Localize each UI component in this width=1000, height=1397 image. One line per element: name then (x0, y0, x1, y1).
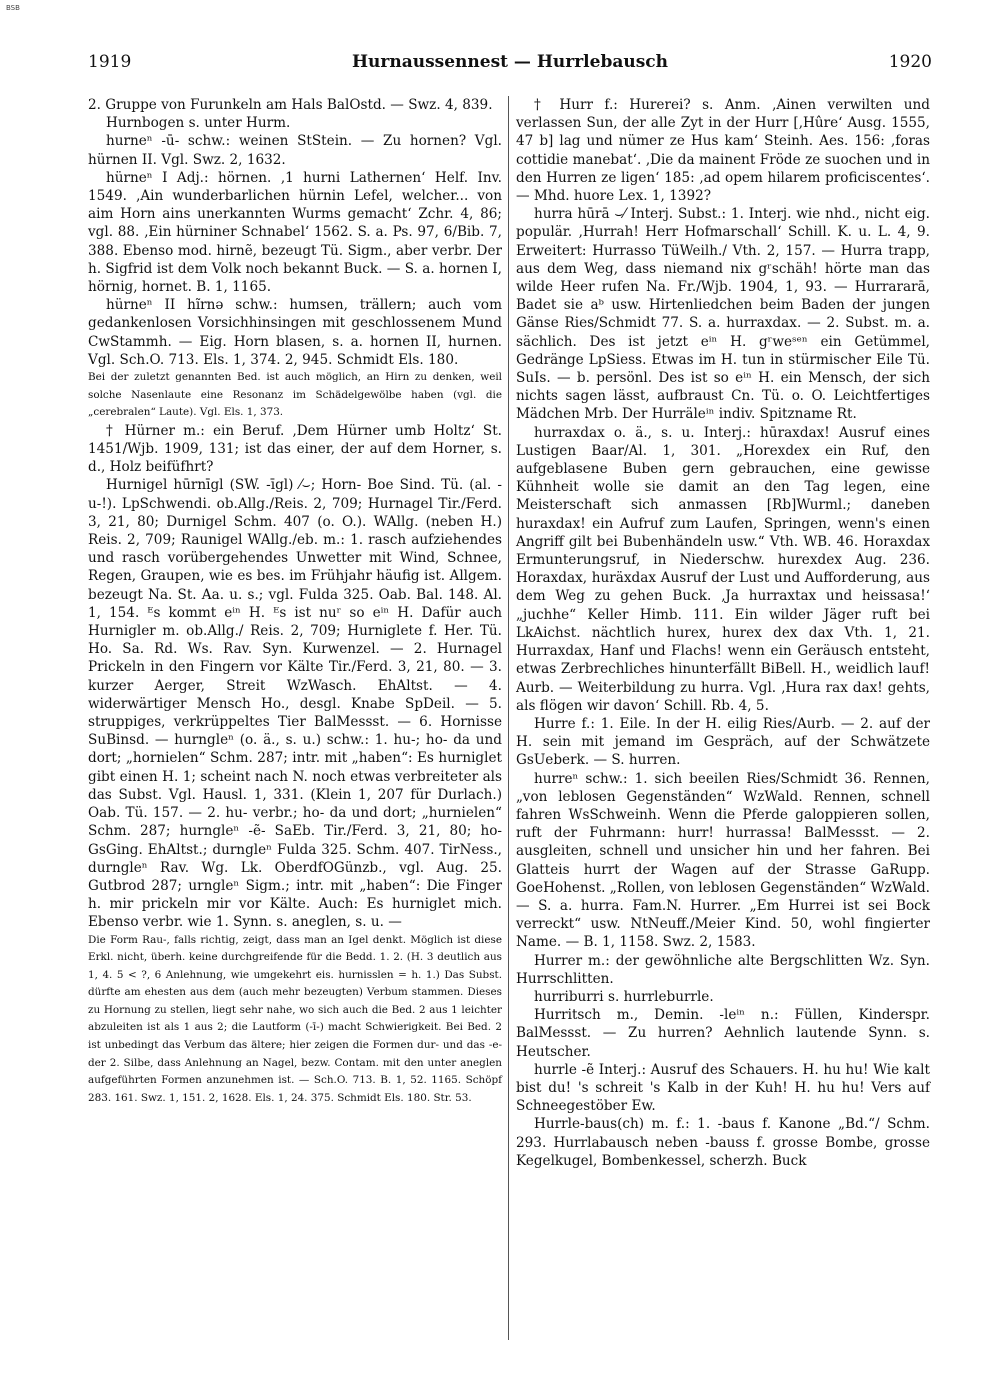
entry-paragraph: hürneⁿ I Adj.: hörnen. ‚1 hurni Lathernen‘ Helf. Inv. 1549. ‚Ain wunderbarlichen hürnin Lefel, welcher... von aim Horn ains unerkannten Wurms gemacht‘ Zchr. 4, 86; vgl. 88. ‚Ein hürniner Schnabel‘ 1562. S. a. Ps. 97, 6/Bib. 7, 388. Ebenso mod. hirnẽ, bezeugt Tü. Sigm., aber verbr. Der h. Sigfrid ist dem Volk noch bekannt Buck. — S. a. hornen I, hörnig, hornet. B. 1, 1165. (88, 169, 502, 296)
entry-paragraph: Hurritsch m., Demin. -leⁱⁿ n.: Füllen, Kinderspr. BalMessst. — Zu hurren? Aehnlich lautende Synn. s. Heutscher. (516, 1007, 930, 1060)
entry-paragraph: hürneⁿ II hĩrnə schw.: humsen, trällern; auch vom gedankenlosen Vorsichhinsingen mit geschlossenem Mund CwStammh. — Eig. Horn blasen, s. a. hornen II, hurnen. Vgl. Sch.O. 713. Els. 1, 374. 2, 945. Schmidt Els. 180. (88, 297, 502, 368)
entry-paragraph: 2. Gruppe von Furunkeln am Hals BalOstd. — Swz. 4, 839. (88, 97, 493, 113)
entry-paragraph: hurrle -ẽ Interj.: Ausruf des Schauers. H. hu hu! Wie kalt bist du! 's schreit 's Kalb in der Kuh! H. hu hu! Vers auf Schneegestöber Ew. (516, 1061, 930, 1115)
entry-paragraph: hurriburri s. hurrleburrle. (534, 988, 714, 1005)
right-column (516, 96, 930, 1170)
entry-paragraph: hurra hūrā ⌣⁄ Interj. Subst.: 1. Interj. wie nhd., nicht eig. populär. ‚Hurrah! Herr Hofmarschall‘ Schill. K. u. L. 4, 9. Erweitert: Hurrasso TüWeilh./ Vth. 2, 157. — Hurra trapp, aus dem Weg, dass niemand nix gʳschäh! hörte man das wilde Heer rufen Na. Fr./Wjb. 1904, 1, 93. — Hurrararā, Badet sie aᵇ usw. Hirtenliedchen beim Baden der jungen Gänse Ries/Schmidt 77. S. a. hurraxdax. — 2. Subst. m. a. sächlich. Des ist jetzt eⁱⁿ H. gʳweˢᵉⁿ ein Getümmel, Gedränge LpSiess. Etwas im H. tun in stürmischer Eile Tü. SuIs. — b. persönl. Des ist so eⁱⁿ H. ein Mensch, der sich nichts sagen lässt, aufbraust Cn. Tü. o. O. Leichtfertiges Mädchen Mrb. Der Hurräleⁱⁿ indiv. Spitzname Rt. (516, 206, 930, 423)
note-paragraph: Die Form Rau-, falls richtig, zeigt, dass man an Igel denkt. Möglich ist diese Erkl. nicht, überh. keine durchgreifende für die Bedd. 1. 2. (H. 3 deutlich aus 1, 4. 5 < ?, 6 Anlehnung, wie umgekehrt eis. hurnisslen = h. 1.) Das Subst. dürfte am ehesten aus dem (auch mehr bezeugten) Verbum stammen. Dieses zu Hornung zu stellen, liegt sehr nahe, wo sich auch die Bed. 2 aus 1 leichter abzuleiten ist als 1 aus 2; die Lautform (-ī-) macht Schwierigkeit. Bei Bed. 2 ist unbedingt das Verbum das ältere; hier zeigen die Formen dur- und das -e- der 2. Silbe, dass Anlehnung an Nagel, bezw. Contam. mit den unter aneglen aufgeführten Formen anzunehmen ist. — Sch.O. 713. B. 1, 52. 1165. Schöpf 283. 161. Swz. 1, 151. 2, 1628. Els. 1, 24. 375. Schmidt Els. 180. Str. 53. (88, 933, 502, 1104)
left-column (88, 96, 502, 1107)
entry-paragraph: Hurnigel hūrnīgl (SW. -īgl) ⁄⌣; Horn- Boe Sind. Tü. (al. -u-!). LpSchwendi. ob.Allg./Reis. 2, 709; Hurnagel Tir./Ferd. 3, 21, 80; Durnigel Schm. 407 (o. O.). WAllg. (neben H.) Reis. 2, 709; Raunigel WAllg./eb. m.: 1. rasch aufziehendes und rasch vorübergehendes Unwetter mit Wind, Schnee, Regen, Graupen, wie es bes. im Frühjahr häufig ist. Allgem. bezeugt Na. St. Aa. u. s.; vgl. Fulda 325. Oab. Bal. 148. Al. 1, 154. ᴱs kommt eⁱⁿ H. ᴱs ist nuʳ so eⁱⁿ H. Dafür auch Hurnigler m. ob.Allg./ Reis. 2, 709; Hurniglete f. Her. Tü. Ho. Sa. Rd. Ws. Rav. Syn. Kurwenzel. — 2. Hurnagel Prickeln in den Fingern vor Kälte Tir./Ferd. 3, 21, 80. — 3. kurzer Aerger, Streit WzWasch. EhAltst. — 4. widerwärtiger Mensch Ho., desgl. Knabe SpDeil. — 5. struppiges, verkrüppeltes Tier BalMessst. — 6. Hornisse SuBinsd. — hurngleⁿ (o. ä., s. u.) schw.: 1. hu-; ho- da und dort; „hornielen“ Schm. 287; intr. mit „haben“: Es hurniglet gibt einen H. 1; scheint nach N. noch etwas verbreiteter als das Subst. Vgl. Hausl. 1, 331. (Klein 1, 207 für Durlach.) Oab. Tü. 157. — 2. hu- verbr.; ho- da und dort; „hurnielen“ Schm. 287; hurngleⁿ -ẽ- SaEb. Tir./Ferd. 3, 21, 80; ho- GsGing. EhAltst.; durngleⁿ Fulda 325. Schm. 407. TirNess., durngleⁿ Rav. Wg. Lk. OberdfOGünzb., vgl. Aug. 25. Gutbrod 287; urngleⁿ Sigm.; intr. mit „haben“: Die Finger h. mir prickeln mir vor Kälte. Auch: Es hurniglet mich. Ebenso verbr. wie 1. Synn. s. aneglen, s. u. — (88, 477, 502, 931)
column-divider (508, 96, 509, 1340)
entry-paragraph: hurneⁿ -ū- schw.: weinen StStein. — Zu hornen? Vgl. hürnen II. Vgl. Swz. 2, 1632. (88, 133, 502, 168)
entry-paragraph: † Hürner m.: ein Beruf. ‚Dem Hürner umb Holtz‘ St. 1451/Wjb. 1909, 131; ist das einer, der auf dem Horner, s. d., Holz beifüfhrt? (88, 422, 502, 476)
entry-paragraph: hurreⁿ schw.: 1. sich beeilen Ries/Schmidt 36. Rennen, „von leblosen Gegenständen“ WzWald. Rennen, schnell fahren WsSchweinh. Wenn die Pferde galoppieren sollen, ruft der Fuhrmann: hurr! hurrassa! BalMessst. — 2. ausgleiten, schnell und unsicher hin und her fahren. Bei Glatteis hurrt der Wagen auf der Strasse GaRupp. GoeHohenst. „Rollen, von leblosen Gegenständen“ WzWald. — S. a. hurra. Fam.N. Hurrer. „Em Hurrei ist sei Bock verreckt“ usw. NtNeuff./Meier Kind. 50, wohl fingierter Name. — B. 1, 1158. Swz. 2, 1583. (516, 770, 930, 951)
entry-paragraph: † Hurr f.: Hurerei? s. Anm. ‚Ainen verwilten und verlassen Sun, der alle Zyt in der Hurr [‚Hûre‘ Ausg. 1555, 47 b] lag und nümer ze Hus kam‘ Steinh. Aes. 156: ‚foras cottidie manebat‘. ‚Die da mainent Fröde ze suochen und in den Hurren ze ligen‘ 185: ‚ad opem hilarem proficiscentes‘. — Mhd. huore Lex. 1, 1392? (516, 97, 930, 205)
running-head (88, 52, 932, 76)
page-number-left: 1919 (88, 52, 132, 72)
library-mark: BSB (6, 4, 20, 12)
entry-paragraph: Hurre f.: 1. Eile. In der H. eilig Ries/Aurb. — 2. auf der H. sein mit jemand im Gespräch, auf der Schwätzete GsUeberk. — S. hurren. (516, 715, 930, 769)
page-title: Hurnaussennest — Hurrlebausch (351, 52, 669, 72)
entry-paragraph: hurraxdax o. ä., s. u. Interj.: hūraxdax! Ausruf eines Lustigen Baar/Al. 1, 301. „Horexdex ein Ruf, den aufgeblasene Buben gern gebrauchen, eine gewisse Kühnheit wolle sie damit an den Tag legen, eine Meisterschaft sich anmassen [Rb]Wurml.; daneben huraxdax! ein Aufruf zum Laufen, Springen, wenn's einen Angriff gilt bei Bubenhändeln usw.“ Vth. WB. 46. Horaxdax Ermunterungsruf, in Niederschw. hurexdex Aug. 236. Horaxdax, huräxdax Ausruf der Lust und Aufforderung, aus dem Weg zu gehen Buck. ‚Ja hurraxtax und heissasa!‘ „juchhe“ Keller Himb. 111. Ein wilder Jäger ruft bei LkAichst. nächtlich hurex, hurex dex dax Vth. 1, 21. Hurraxdax, Hanf und Flachs! wenn ein Geräusch entsteht, etwas Zerbrechliches hinunterfällt BiBell. H., weidlich lauf! Aurb. — Weiterbildung zu hurra. Vgl. ‚Hura rax dax! gehts, als flögen wir davon‘ Schill. Rb. 4, 5. (516, 424, 930, 714)
entry-paragraph: Hurnbogen s. unter Hurm. (106, 115, 291, 132)
note-paragraph: Bei der zuletzt genannten Bed. ist auch möglich, an Hirn zu denken, weil solche Nasenlaute eine Resonanz im Schädelgewölbe haben (vgl. die „cerebralen“ Laute). Vgl. Els. 1, 373. (88, 371, 502, 419)
entry-paragraph: Hurrer m.: der gewöhnliche alte Bergschlitten Wz. Syn. Hurrschlitten. (516, 952, 930, 987)
page-number-right: 1920 (888, 52, 932, 72)
entry-paragraph: Hurrle-baus(ch) m. f.: 1. -baus f. Kanone „Bd.“/ Schm. 293. Hurrlabausch neben -bauss f. grosse Bombe, grosse Kegelkugel, Bombenkessel, scherzh. Buck (516, 1116, 930, 1169)
